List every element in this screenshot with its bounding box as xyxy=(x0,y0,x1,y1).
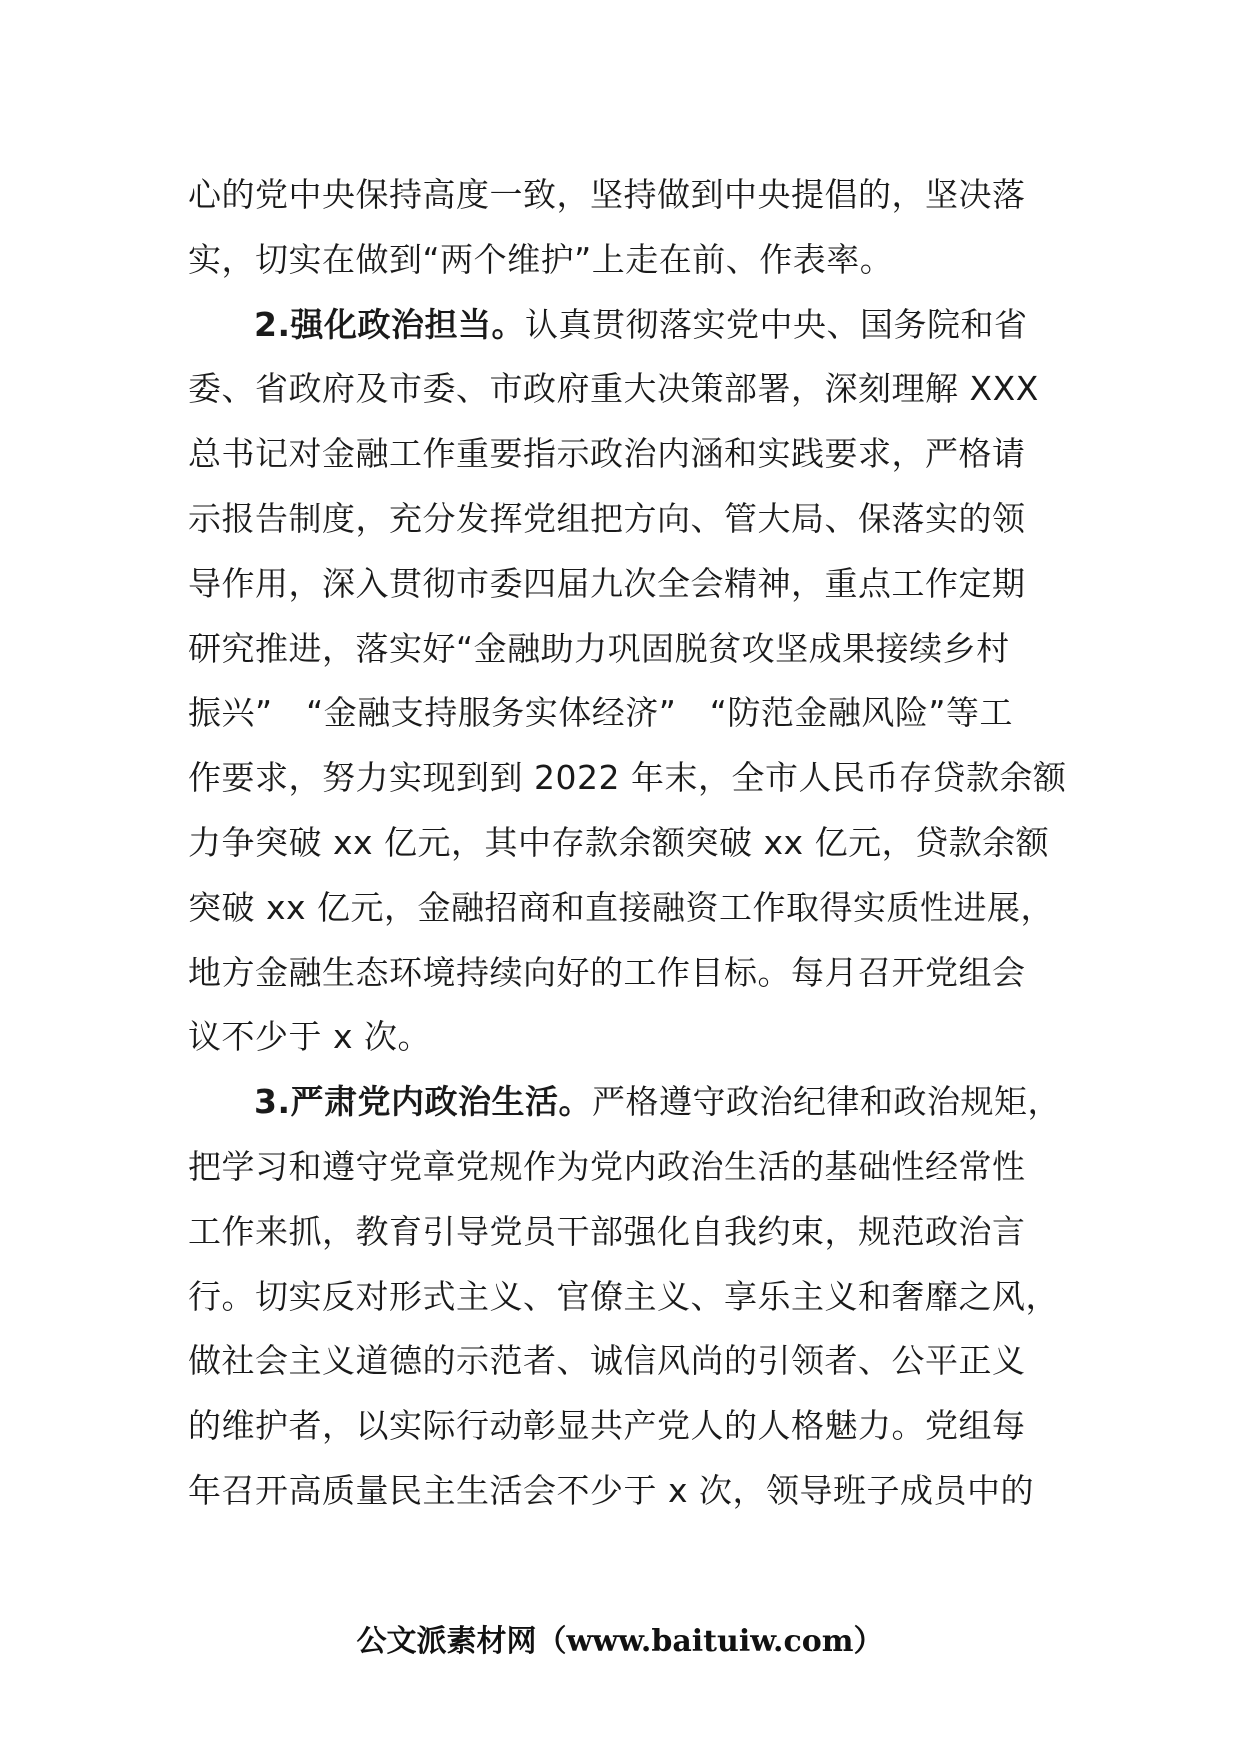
line-text: 实，切实在做到“两个维护”上走在前、作表率。 xyxy=(188,239,894,279)
line-text: 委、省政府及市委、市政府重大决策部署，深刻理解 XXX xyxy=(188,369,1039,409)
footer-watermark: 公文派素材网（www.baituiw.com） xyxy=(356,1624,884,1659)
line-text: 力争突破 xx 亿元，其中存款余额突破 xx 亿元，贷款余额 xyxy=(188,822,1050,862)
text-line xyxy=(188,1265,1064,1330)
text-line xyxy=(188,1135,1064,1200)
line-text: 工作来抓，教育引导党员干部强化自我约束，规范政治言 xyxy=(188,1211,1026,1251)
line-text: 总书记对金融工作重要指示政治内涵和实践要求，严格请 xyxy=(188,434,1026,474)
line-text: 做社会主义道德的示范者、诚信风尚的引领者、公平正义 xyxy=(188,1341,1026,1381)
line-text: 行。切实反对形式主义、官僚主义、享乐主义和奢靡之风， xyxy=(188,1276,1059,1316)
line-text: 议不少于 x 次。 xyxy=(188,1017,432,1057)
text-line xyxy=(188,941,1064,1006)
text-line xyxy=(188,487,1064,552)
line-text: 严格遵守政治纪律和政治规矩， xyxy=(592,1082,1061,1122)
text-line xyxy=(188,1070,1064,1135)
text-line xyxy=(188,552,1064,617)
line-text: 导作用，深入贯彻市委四届九次全会精神，重点工作定期 xyxy=(188,563,1026,603)
line-text: 突破 xx 亿元，金融招商和直接融资工作取得实质性进展， xyxy=(188,887,1055,927)
text-line xyxy=(188,357,1064,422)
text-line xyxy=(188,876,1064,941)
line-text: 作要求，努力实现到到 2022 年末，全市人民币存贷款余额 xyxy=(188,758,1067,798)
text-line xyxy=(188,1005,1064,1070)
text-line xyxy=(188,163,1064,228)
line-text: 把学习和遵守党章党规作为党内政治生活的基础性经常性 xyxy=(188,1146,1026,1186)
line-text: 年召开高质量民主生活会不少于 x 次，领导班子成员中的 xyxy=(188,1470,1035,1510)
line-text: 地方金融生态环境持续向好的工作目标。每月召开党组会 xyxy=(188,952,1026,992)
line-text: 认真贯彻落实党中央、国务院和省 xyxy=(525,304,1028,344)
text-line xyxy=(188,617,1064,682)
line-text: 的维护者，以实际行动彰显共产党人的人格魅力。党组每 xyxy=(188,1406,1026,1446)
text-line xyxy=(188,1329,1064,1394)
line-text: 心的党中央保持高度一致，坚持做到中央提倡的，坚决落 xyxy=(188,175,1026,214)
text-line xyxy=(188,746,1067,811)
text-line xyxy=(188,228,1064,293)
text-line xyxy=(188,1200,1064,1265)
text-line xyxy=(188,1394,1064,1459)
text-line xyxy=(188,681,1064,746)
section-heading: 3.严肃党内政治生活。 xyxy=(254,1082,592,1122)
text-line xyxy=(188,293,1064,358)
line-text: 示报告制度，充分发挥党组把方向、管大局、保落实的领 xyxy=(188,498,1026,538)
line-text: 研究推进，落实好“金融助力巩固脱贫攻坚成果接续乡村 xyxy=(188,628,1010,668)
text-line xyxy=(188,1459,1064,1524)
section-heading: 2.强化政治担当。 xyxy=(254,304,525,344)
document-body xyxy=(188,163,1067,1524)
text-line xyxy=(188,811,1064,876)
line-text: 振兴” “金融支持服务实体经济” “防范金融风险”等工 xyxy=(188,693,1013,733)
text-line xyxy=(188,422,1064,487)
